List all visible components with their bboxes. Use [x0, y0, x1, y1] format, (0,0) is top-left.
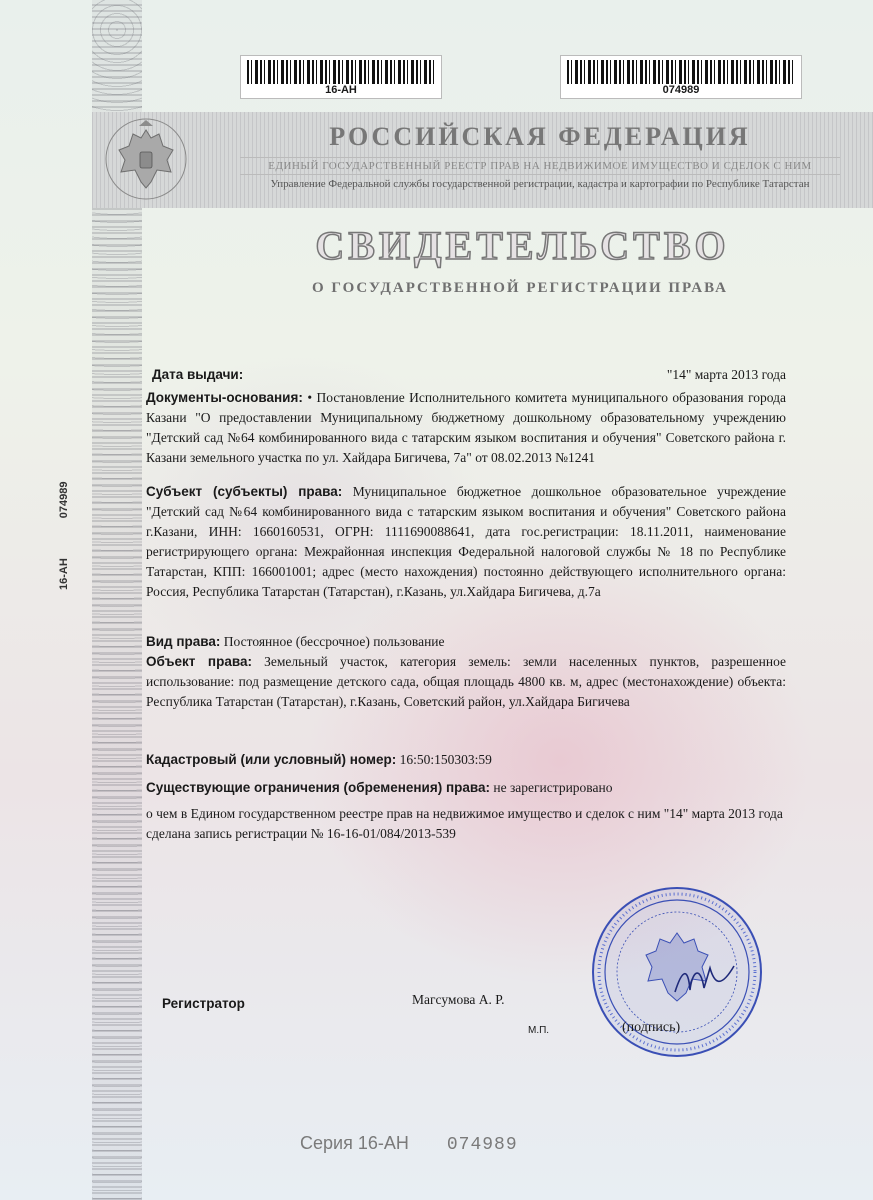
right-type-value: Постоянное (бессрочное) пользование	[223, 634, 445, 649]
barcode-bars	[247, 60, 435, 84]
basis-value: • Постановление Исполнительного комитета муниципального образования города Казани "О предоставлении Муниципальному бюджетному дошкольному образовательному учреждению "Детский сад №64 комбинированного вида с татарским языком воспитания и обучения" Советского района г. Казани земельного участка по ул. Хайдара Бигичева, 7а" от 08.02.2013 №1241	[146, 390, 787, 465]
series-label: Серия 16-АН	[300, 1133, 409, 1153]
subject-block	[146, 482, 786, 602]
basis-label: Документы-основания:	[146, 390, 303, 405]
issue-date-label: Дата выдачи:	[152, 367, 244, 382]
cadastral-block	[146, 750, 786, 770]
authority-title: Управление Федеральной службы государственной регистрации, кадастра и картографии по Республике Татарстан	[270, 178, 810, 190]
encumbrance-label: Существующие ограничения (обременения) права:	[146, 780, 490, 795]
registrar-name: Магсумова А. Р.	[412, 992, 505, 1007]
signature-label: (подпись)	[622, 1020, 681, 1035]
certificate-title: СВИДЕТЕЛЬСТВО	[315, 223, 730, 268]
country-title: РОССИЙСКАЯ ФЕДЕРАЦИЯ	[329, 122, 751, 151]
encumbrance-value: не зарегистрировано	[493, 780, 613, 795]
series-footer	[300, 1133, 518, 1155]
subject-label: Субъект (субъекты) права:	[146, 484, 343, 499]
stamp-place-label: М.П.	[528, 1025, 550, 1036]
record-text: о чем в Едином государственном реестре прав на недвижимое имущество и сделок с ним "14" марта 2013 года сделана запись регистрации № 16-16-01/084/2013-539	[146, 806, 783, 841]
side-series: 16-АН	[58, 558, 70, 590]
certificate-subtitle: О ГОСУДАРСТВЕННОЙ РЕГИСТРАЦИИ ПРАВА	[311, 280, 728, 296]
object-value: Земельный участок, категория земель: земли населенных пунктов, разрешенное использование: под размещение детского сада, общая площадь 4800 кв. м, адрес (местонахождение) объекта: Республика Татарстан (Татарстан), г.Казань, Советский район, ул.Хайдара Бигичева	[146, 654, 786, 709]
cadastral-label: Кадастровый (или условный) номер:	[146, 752, 397, 767]
side-serial	[58, 440, 70, 590]
object-block	[146, 652, 786, 712]
certificate-body	[146, 365, 786, 844]
double-headed-eagle-icon	[103, 116, 189, 202]
registrar-label: Регистратор	[162, 996, 245, 1011]
right-type-label: Вид права:	[146, 634, 221, 649]
issue-date-row	[146, 365, 786, 385]
right-type-block	[146, 632, 786, 652]
barcode-bars	[567, 60, 795, 84]
barcode-right	[560, 55, 802, 99]
encumbrance-block	[146, 778, 786, 798]
barcode-left	[240, 55, 442, 99]
cadastral-value: 16:50:150303:59	[399, 752, 492, 767]
registry-title: ЕДИНЫЙ ГОСУДАРСТВЕННЫЙ РЕЕСТР ПРАВ НА НЕДВИЖИМОЕ ИМУЩЕСТВО И СДЕЛОК С НИМ	[240, 157, 840, 175]
subject-value: Муниципальное бюджетное дошкольное образовательное учреждение "Детский сад №64 комбинированного вида с татарским языком воспитания и обучения" Советского района г.Казани, ИНН: 1660160531, ОГРН: 1111690088641, дата гос.регистрации: 18.11.2011, наименование регистрирующего органа: Межрайонная инспекция Федеральной налоговой службы № 18 по Республике Татарстан, КПП: 166001001; адрес (место нахождения) постоянно действующего исполнительного органа: Россия, Республика Татарстан (Татарстан), г.Казань, ул.Хайдара Бигичева, д.7а	[146, 484, 787, 599]
series-number: 074989	[446, 1135, 518, 1155]
basis-block	[146, 388, 786, 468]
object-label: Объект права:	[146, 654, 252, 669]
barcode-number: 16-АН	[325, 84, 357, 96]
barcode-number: 074989	[662, 84, 700, 96]
registrar-block	[150, 992, 800, 1052]
issue-date-value: "14" марта 2013 года	[666, 367, 786, 382]
side-number: 074989	[58, 481, 70, 519]
